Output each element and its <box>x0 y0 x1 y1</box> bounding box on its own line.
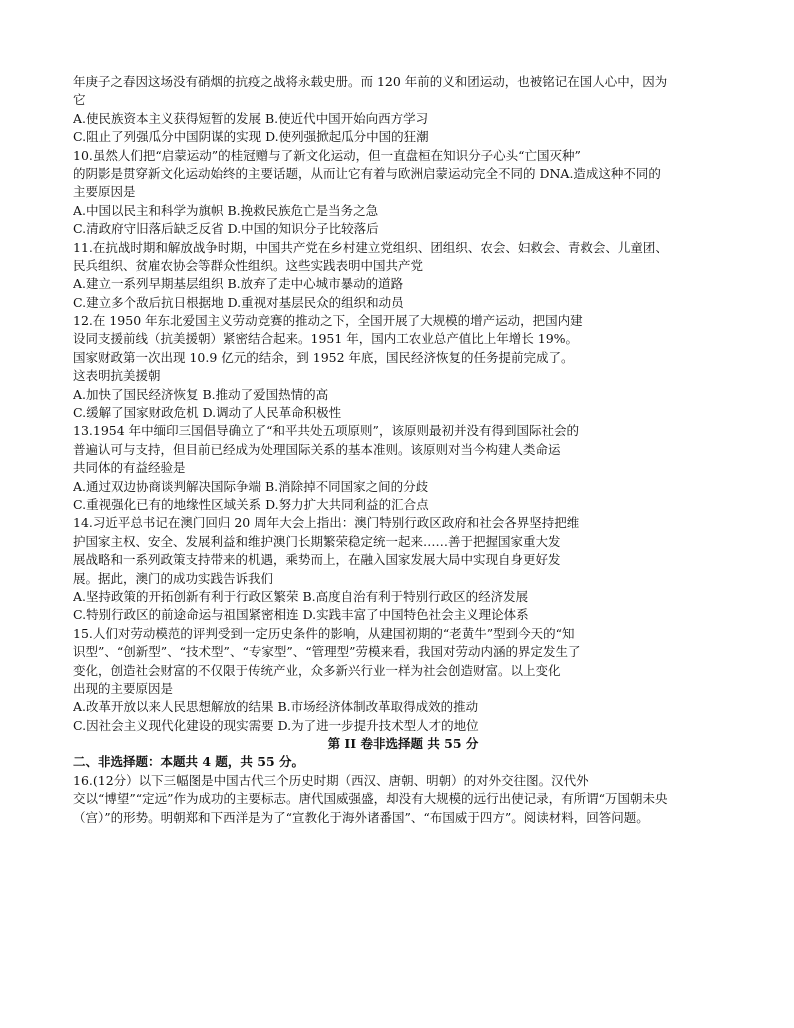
text-line: 它 <box>73 92 86 108</box>
question-16 <box>73 772 733 827</box>
option-line: C.清政府守旧落后缺乏反省 D.中国的知识分子比较落后 <box>73 221 379 237</box>
option-line: A.坚持政策的开拓创新有利于行政区繁荣 B.高度自治有利于特别行政区的经济发展 <box>73 588 529 604</box>
text-line: 主要原因是 <box>73 184 136 200</box>
text-line: 普遍认可与支持，但目前已经成为处理国际关系的基本准则。该原则对当今构建人类命运 <box>73 441 561 457</box>
page-content <box>73 73 733 827</box>
text-line: 交以“博望”“定远”作为成功的主要标志。唐代国威强盛，却没有大规模的远行出使记录，有所谓“万国朝未央 <box>73 791 668 807</box>
option-line: C.缓解了国家财政危机 D.调动了人民革命积极性 <box>73 405 342 421</box>
text-line: 护国家主权、安全、发展利益和维护澳门长期繁荣稳定统一起来……善于把握国家重大发 <box>73 533 561 549</box>
option-line: A.中国以民主和科学为旗帜 B.挽救民族危亡是当务之急 <box>73 202 379 218</box>
question-13 <box>73 422 733 514</box>
text-line: 共同体的有益经验是 <box>73 460 186 476</box>
option-line: C.特别行政区的前途命运与祖国紧密相连 D.实践丰富了中国特色社会主义理论体系 <box>73 607 529 623</box>
option-line: A.使民族资本主义获得短暂的发展 B.使近代中国开始向西方学习 <box>73 110 429 126</box>
option-line: C.建立多个敌后抗日根据地 D.重视对基层民众的组织和动员 <box>73 294 404 310</box>
question-15 <box>73 625 733 735</box>
text-line: 展。据此，澳门的成功实践告诉我们 <box>73 570 274 586</box>
text-line: 14.习近平总书记在澳门回归 20 周年大会上指出：澳门特别行政区政府和社会各界坚持把维 <box>73 515 580 531</box>
text-line: 16.(12分）以下三幅图是中国古代三个历史时期（西汉、唐朝、明朝）的对外交往图。汉代外 <box>73 772 589 788</box>
question-9-tail <box>73 73 733 147</box>
option-line: A.加快了国民经济恢复 B.推动了爱国热情的高 <box>73 386 329 402</box>
text-line: 15.人们对劳动模范的评判受到一定历史条件的影响，从建国初期的“老黄牛”型到今天的“知 <box>73 625 575 641</box>
text-line: 这表明抗美援朝 <box>73 368 161 384</box>
option-line: C.阻止了列强瓜分中国阴谋的实现 D.使列强掀起瓜分中国的狂潮 <box>73 129 429 145</box>
text-line: 国家财政第一次出现 10.9 亿元的结余，到 1952 年底，国民经济恢复的任务提前完成了。 <box>73 349 574 365</box>
option-line: A.改革开放以来人民思想解放的结果 B.市场经济体制改革取得成效的推动 <box>73 699 479 715</box>
option-line: A.通过双边协商谈判解决国际争端 B.消除掉不同国家之间的分歧 <box>73 478 429 494</box>
text-line: 设同支援前线（抗美援朝）紧密结合起来。1951 年，国内工农业总产值比上年增长 19%。 <box>73 331 579 347</box>
part-two-heading: 二、非选择题：本题共 4 题，共 55 分。 <box>73 754 305 770</box>
text-line: 11.在抗战时期和解放战争时期，中国共产党在乡村建立党组织、团组织、农会、妇救会、青救会、儿童团、 <box>73 239 668 255</box>
text-line: （宫）”的形势。明朝郑和下西洋是为了“宣教化于海外诸番国”、“布国威于四方”。阅读材料，回答问题。 <box>73 809 649 825</box>
option-line: C.因社会主义现代化建设的现实需要 D.为了进一步提升技术型人才的地位 <box>73 717 479 733</box>
text-line: 10.虽然人们把“启蒙运动”的桂冠赠与了新文化运动，但一直盘桓在知识分子心头“亡国灭种” <box>73 147 581 163</box>
question-14 <box>73 514 733 624</box>
option-line: C.重视强化已有的地缘性区域关系 D.努力扩大共同利益的汇合点 <box>73 496 429 512</box>
text-line: 出现的主要原因是 <box>73 680 174 696</box>
text-line: 年庚子之春因这场没有硝烟的抗疫之战将永载史册。而 120 年前的义和团运动，也被铭记在国人心中，因为 <box>73 74 668 89</box>
question-10 <box>73 147 733 239</box>
text-line: 12.在 1950 年东北爱国主义劳动竞赛的推动之下，全国开展了大规模的增产运动，把国内建 <box>73 313 583 329</box>
text-line: 的阴影是贯穿新文化运动始终的主要话题，从而让它有着与欧洲启蒙运动完全不同的 DNA.造成这种不同的 <box>73 165 661 181</box>
text-line: 13.1954 年中缅印三国倡导确立了“和平共处五项原则”，该原则最初并没有得到国际社会的 <box>73 423 579 439</box>
text-line: 民兵组织、贫雇农协会等群众性组织。这些实践表明中国共产党 <box>73 257 424 273</box>
text-line: 识型”、“创新型”、“技术型”、“专家型”、“管理型”劳模来看，我国对劳动内涵的界定发生了 <box>73 644 581 660</box>
option-line: A.建立一系列早期基层组织 B.放弃了走中心城市暴动的道路 <box>73 276 404 292</box>
section-title: 第 II 卷非选择题 共 55 分 <box>327 736 479 752</box>
text-line: 变化，创造社会财富的不仅限于传统产业，众多新兴行业一样为社会创造财富。以上变化 <box>73 662 561 678</box>
question-12 <box>73 312 733 422</box>
text-line: 展战略和一系列政策支持带来的机遇，乘势而上，在融入国家发展大局中实现自身更好发 <box>73 552 561 568</box>
question-11 <box>73 239 733 313</box>
